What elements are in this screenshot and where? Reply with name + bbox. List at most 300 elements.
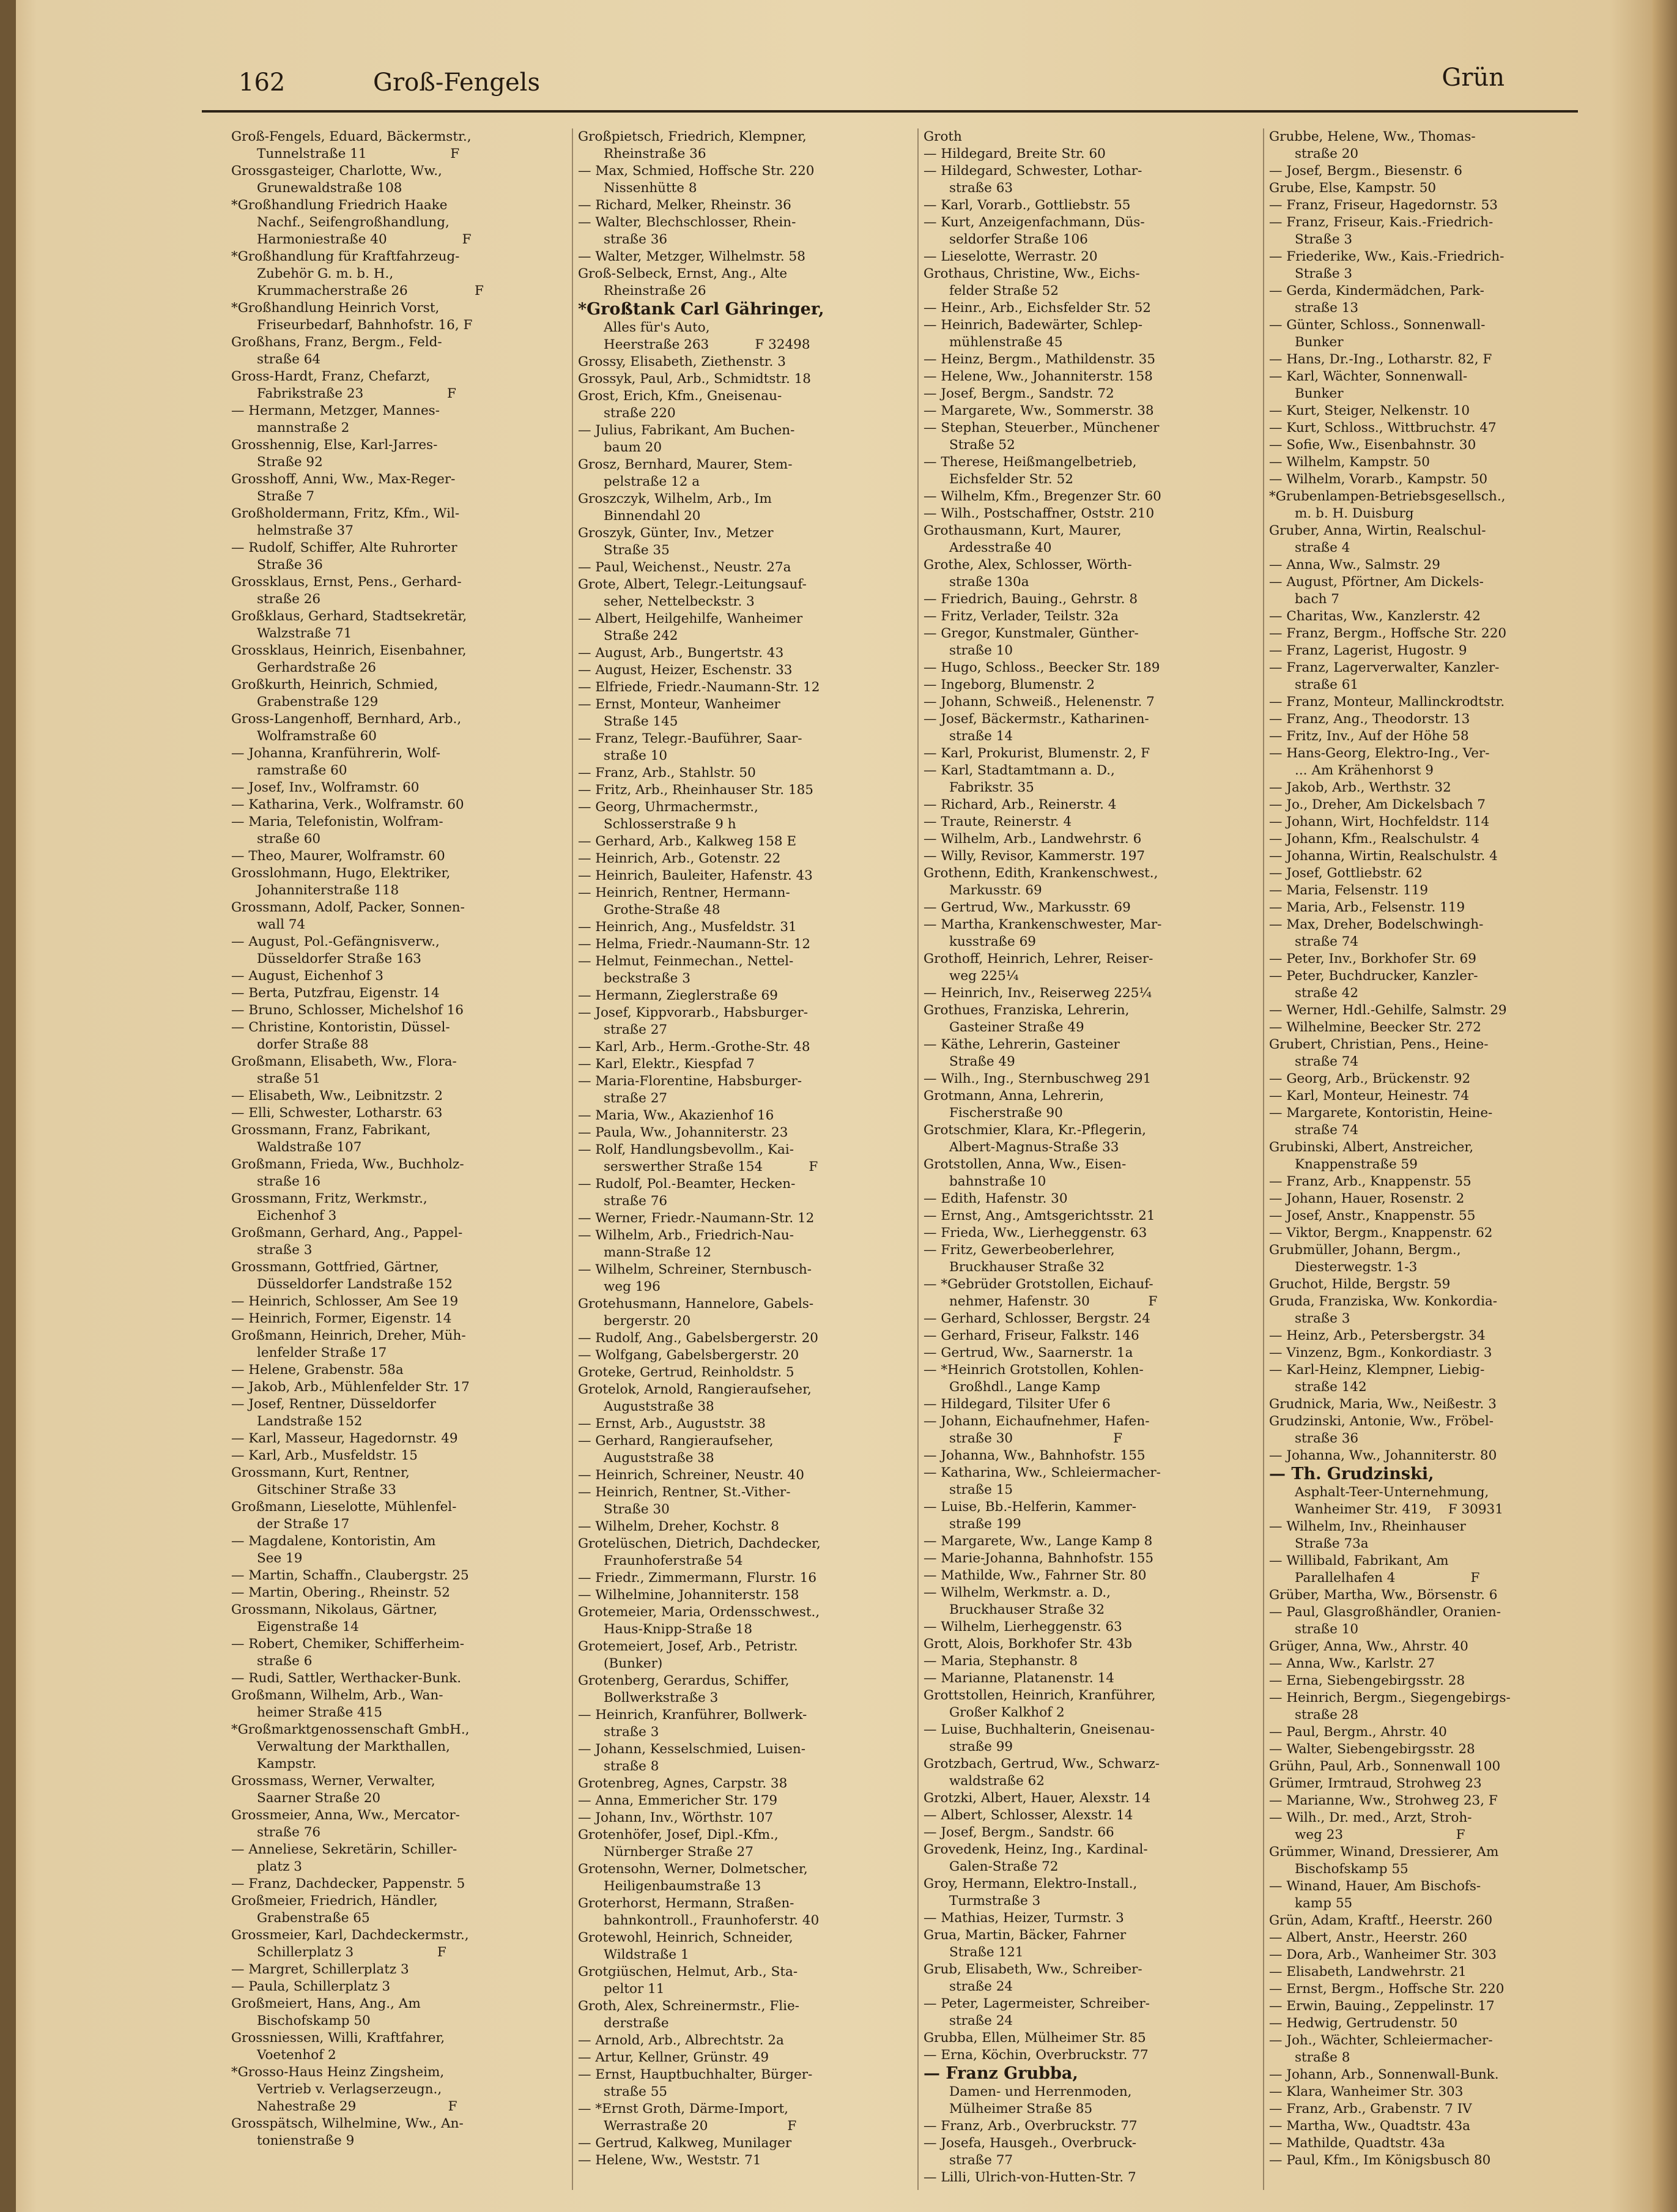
sub-entry: — Paul, Kfm., Im Königsbusch 80 bbox=[1269, 2153, 1491, 2168]
directory-entry: Groterhorst, Hermann, Straßen- bbox=[578, 1896, 794, 1911]
sub-entry: — Wilhelm, Kampstr. 50 bbox=[1269, 455, 1430, 470]
sub-entry: — Josef, Rentner, Düsseldorfer bbox=[231, 1397, 436, 1412]
sub-entry: — Johann, Wirt, Hochfeldstr. 114 bbox=[1269, 814, 1490, 830]
sub-entry: — Rudolf, Schiffer, Alte Ruhrorter bbox=[231, 540, 457, 555]
sub-entry: — Walter, Blechschlosser, Rhein- bbox=[578, 215, 796, 230]
sub-entry: — Heinrich, Bergm., Siegengebirgs- bbox=[1269, 1690, 1511, 1705]
sub-entry: — Karl, Elektr., Kiespfad 7 bbox=[578, 1056, 755, 1072]
sub-entry: — Heinrich, Schreiner, Neustr. 40 bbox=[578, 1468, 804, 1483]
directory-entry: Grott, Alois, Borkhofer Str. 43b bbox=[924, 1636, 1132, 1652]
sub-entry: — Mathilde, Ww., Fahrner Str. 80 bbox=[924, 1568, 1147, 1583]
sub-entry: — Wilh., Postschaffner, Oststr. 210 bbox=[924, 506, 1155, 521]
entry-continuation: Waldstraße 107 bbox=[257, 1140, 362, 1155]
sub-entry: — Josef, Bergm., Sandstr. 66 bbox=[924, 1825, 1114, 1840]
directory-entry: Grossy, Elisabeth, Ziethenstr. 3 bbox=[578, 354, 786, 369]
directory-entry: Grotewohl, Heinrich, Schneider, bbox=[578, 1930, 793, 1945]
entry-continuation: straße 199 bbox=[949, 1516, 1021, 1532]
sub-entry: — Gertrud, Ww., Saarnerstr. 1a bbox=[924, 1345, 1133, 1360]
sub-entry: — Heinrich, Former, Eigenstr. 14 bbox=[231, 1311, 452, 1326]
directory-entry: Grubert, Christian, Pens., Heine- bbox=[1269, 1037, 1489, 1052]
sub-entry: — Erwin, Bauing., Zeppelinstr. 17 bbox=[1269, 1999, 1495, 2014]
sub-entry: — Gerhard, Arb., Kalkweg 158 E bbox=[578, 834, 797, 849]
entry-continuation: helmstraße 37 bbox=[257, 523, 354, 538]
sub-entry: — Johanna, Ww., Johanniterstr. 80 bbox=[1269, 1448, 1497, 1463]
directory-entry: Grotelüschen, Dietrich, Dachdecker, bbox=[578, 1536, 821, 1551]
sub-entry: — Helene, Ww., Johanniterstr. 158 bbox=[924, 369, 1153, 384]
entry-continuation: Bischofskamp 50 bbox=[257, 2013, 371, 2028]
sub-entry: — Wilhelm, Arb., Friedrich-Nau- bbox=[578, 1228, 794, 1243]
entry-continuation: straße 30 F bbox=[949, 1431, 1122, 1446]
sub-entry: — Karl, Arb., Musfeldstr. 15 bbox=[231, 1448, 418, 1463]
entry-continuation: nehmer, Hafenstr. 30 F bbox=[949, 1294, 1158, 1309]
directory-entry: Grüber, Martha, Ww., Börsenstr. 6 bbox=[1269, 1587, 1498, 1603]
sub-entry: — Wilhelm, Schreiner, Sternbusch- bbox=[578, 1262, 812, 1277]
entry-continuation: ... Am Krähenhorst 9 bbox=[1295, 763, 1434, 778]
entry-continuation: Krummacherstraße 26 F bbox=[257, 283, 484, 299]
sub-entry: — Johanna, Ww., Bahnhofstr. 155 bbox=[924, 1448, 1146, 1463]
entry-continuation: heimer Straße 415 bbox=[257, 1705, 383, 1720]
sub-entry: — Lieselotte, Werrastr. 20 bbox=[924, 249, 1098, 264]
directory-entry: Gross-Langenhoff, Bernhard, Arb., bbox=[231, 711, 462, 727]
directory-entry: Groszyk, Günter, Inv., Metzer bbox=[578, 525, 774, 541]
entry-continuation: Wolframstraße 60 bbox=[257, 729, 377, 744]
directory-entry: Grossyk, Paul, Arb., Schmidtstr. 18 bbox=[578, 371, 811, 387]
directory-entry: Großmann, Elisabeth, Ww., Flora- bbox=[231, 1054, 457, 1069]
sub-entry: — Ernst, Monteur, Wanheimer bbox=[578, 697, 780, 712]
entry-continuation: Asphalt-Teer-Unternehmung, bbox=[1295, 1485, 1489, 1500]
sub-entry: — Maria, Felsenstr. 119 bbox=[1269, 883, 1429, 898]
sub-entry: — Hildegard, Breite Str. 60 bbox=[924, 146, 1106, 161]
sub-entry: — Karl, Vorarb., Gottliebstr. 55 bbox=[924, 198, 1131, 213]
sub-entry: — Heinrich, Rentner, St.-Vither- bbox=[578, 1485, 791, 1500]
entry-continuation: Grabenstraße 65 bbox=[257, 1910, 370, 1926]
entry-continuation: bahnstraße 10 bbox=[949, 1174, 1046, 1189]
sub-entry: — Heinrich, Badewärter, Schlep- bbox=[924, 317, 1143, 333]
sub-entry: — Anneliese, Sekretärin, Schiller- bbox=[231, 1842, 457, 1857]
directory-entry: Großmeier, Friedrich, Händler, bbox=[231, 1893, 438, 1909]
directory-entry: Grothenn, Edith, Krankenschwest., bbox=[924, 866, 1158, 881]
entry-continuation: straße 10 bbox=[949, 643, 1013, 658]
directory-entry: Grube, Else, Kampstr. 50 bbox=[1269, 180, 1437, 196]
sub-entry: — Christine, Kontoristin, Düssel- bbox=[231, 1020, 450, 1035]
sub-entry: — Marianne, Platanenstr. 14 bbox=[924, 1671, 1114, 1686]
sub-entry: — Wilhelm, Dreher, Kochstr. 8 bbox=[578, 1519, 779, 1534]
sub-entry: — Hildegard, Tilsiter Ufer 6 bbox=[924, 1397, 1111, 1412]
entry-continuation: straße 3 bbox=[1295, 1311, 1350, 1326]
sub-entry: — Franz, Dachdecker, Pappenstr. 5 bbox=[231, 1876, 465, 1891]
entry-continuation: Alles für's Auto, bbox=[604, 320, 710, 335]
sub-entry: — Paul, Glasgroßhändler, Oranien- bbox=[1269, 1605, 1501, 1620]
directory-entry: *Großhandlung Friedrich Haake bbox=[231, 198, 448, 213]
directory-entry: Grothausmann, Kurt, Maurer, bbox=[924, 523, 1122, 538]
sub-entry: — Wilhelm, Inv., Rheinhauser bbox=[1269, 1519, 1466, 1534]
sub-entry: — Elfriede, Friedr.-Naumann-Str. 12 bbox=[578, 680, 820, 695]
entry-continuation: (Bunker) bbox=[604, 1656, 663, 1671]
sub-entry: — Josef, Bäckermstr., Katharinen- bbox=[924, 711, 1149, 727]
directory-entry: *Großhandlung Heinrich Vorst, bbox=[231, 300, 440, 316]
entry-continuation: Bruckhauser Straße 32 bbox=[949, 1260, 1105, 1275]
directory-entry: Grossklaus, Heinrich, Eisenbahner, bbox=[231, 643, 467, 658]
directory-column-2 bbox=[578, 128, 920, 2190]
directory-entry: Großmann, Frieda, Ww., Buchholz- bbox=[231, 1157, 464, 1172]
entry-continuation: Friseurbedarf, Bahnhofstr. 16, F bbox=[257, 317, 473, 333]
directory-entry: Grosz, Bernhard, Maurer, Stem- bbox=[578, 457, 793, 472]
entry-continuation: kusstraße 69 bbox=[949, 934, 1036, 949]
sub-entry: — Heinrich, Schlosser, Am See 19 bbox=[231, 1294, 459, 1309]
entry-continuation: straße 3 bbox=[604, 1724, 659, 1740]
entry-continuation: Bruckhauser Straße 32 bbox=[949, 1602, 1105, 1617]
entry-continuation: seher, Nettelbeckstr. 3 bbox=[604, 594, 755, 609]
sub-entry: — Bruno, Schlosser, Michelshof 16 bbox=[231, 1003, 464, 1018]
directory-entry: Grossmann, Adolf, Packer, Sonnen- bbox=[231, 900, 465, 915]
sub-entry: — Martin, Schaffn., Claubergstr. 25 bbox=[231, 1568, 469, 1583]
sub-entry: — Johann, Arb., Sonnenwall-Bunk. bbox=[1269, 2067, 1499, 2082]
sub-entry: — Wilh., Ing., Sternbuschweg 291 bbox=[924, 1071, 1152, 1086]
entry-continuation: weg 23 F bbox=[1295, 1827, 1465, 1843]
entry-continuation: Straße 30 bbox=[604, 1502, 670, 1517]
entry-continuation: Straße 3 bbox=[1295, 266, 1353, 281]
sub-entry: — Heinrich, Bauleiter, Hafenstr. 43 bbox=[578, 868, 813, 883]
sub-entry: — Karl, Masseur, Hagedornstr. 49 bbox=[231, 1431, 458, 1446]
entry-continuation: straße 76 bbox=[604, 1193, 668, 1209]
sub-entry: — Traute, Reinerstr. 4 bbox=[924, 814, 1072, 830]
sub-entry: — Wilhelm, Kfm., Bregenzer Str. 60 bbox=[924, 489, 1161, 504]
entry-continuation: pelstraße 12 a bbox=[604, 474, 700, 489]
entry-continuation: straße 61 bbox=[1295, 677, 1359, 692]
sub-entry: — Hedwig, Gertrudenstr. 50 bbox=[1269, 2016, 1458, 2031]
sub-entry: — Lilli, Ulrich-von-Hutten-Str. 7 bbox=[924, 2170, 1136, 2185]
sub-entry: — Hermann, Metzger, Mannes- bbox=[231, 403, 440, 418]
entry-continuation: straße 4 bbox=[1295, 540, 1350, 555]
sub-entry: — Wilhelm, Werkmstr. a. D., bbox=[924, 1585, 1111, 1600]
sub-entry: — Richard, Melker, Rheinstr. 36 bbox=[578, 198, 791, 213]
sub-entry: — Helmut, Feinmechan., Nettel- bbox=[578, 954, 794, 969]
sub-entry: — Theo, Maurer, Wolframstr. 60 bbox=[231, 848, 445, 864]
entry-continuation: Fraunhoferstraße 54 bbox=[604, 1553, 743, 1568]
directory-entry: *Großtank Carl Gähringer, bbox=[578, 300, 824, 319]
entry-continuation: Straße 73a bbox=[1295, 1536, 1369, 1551]
entry-continuation: weg 225¼ bbox=[949, 968, 1019, 984]
sub-entry: — Helene, Ww., Weststr. 71 bbox=[578, 2153, 761, 2168]
sub-entry: — Rudolf, Ang., Gabelsbergerstr. 20 bbox=[578, 1331, 818, 1346]
entry-continuation: Knappenstraße 59 bbox=[1295, 1157, 1418, 1172]
sub-entry: — Stephan, Steuerber., Münchener bbox=[924, 420, 1160, 436]
sub-entry: — Luise, Bb.-Helferin, Kammer- bbox=[924, 1499, 1137, 1515]
directory-entry: Grotschmier, Klara, Kr.-Pflegerin, bbox=[924, 1123, 1146, 1138]
sub-entry: — Winand, Hauer, Am Bischofs- bbox=[1269, 1879, 1481, 1894]
entry-continuation: Wildstraße 1 bbox=[604, 1947, 689, 1962]
entry-continuation: mann-Straße 12 bbox=[604, 1245, 711, 1260]
entry-continuation: Gerhardstraße 26 bbox=[257, 660, 376, 675]
sub-entry: — Elisabeth, Landwehrstr. 21 bbox=[1269, 1964, 1467, 1980]
sub-entry: — Johann, Kesselschmied, Luisen- bbox=[578, 1742, 806, 1757]
sub-entry: — Franz, Lagerverwalter, Kanzler- bbox=[1269, 660, 1500, 675]
entry-continuation: Fabrikstr. 35 bbox=[949, 780, 1034, 795]
entry-continuation: bergerstr. 20 bbox=[604, 1313, 691, 1329]
entry-continuation: straße 36 bbox=[604, 232, 668, 247]
sub-entry: — Franz, Bergm., Hoffsche Str. 220 bbox=[1269, 626, 1507, 641]
entry-continuation: Galen-Straße 72 bbox=[949, 1859, 1059, 1874]
sub-entry: — Werner, Friedr.-Naumann-Str. 12 bbox=[578, 1211, 815, 1226]
sub-entry: — Arnold, Arb., Albrechtstr. 2a bbox=[578, 2033, 784, 2048]
sub-entry: — Hugo, Schloss., Beecker Str. 189 bbox=[924, 660, 1160, 675]
directory-entry: Grubmüller, Johann, Bergm., bbox=[1269, 1242, 1461, 1258]
page-header bbox=[202, 61, 1578, 113]
directory-column-4 bbox=[1269, 128, 1612, 2190]
sub-entry: — Friedrich, Bauing., Gehrstr. 8 bbox=[924, 592, 1138, 607]
entry-continuation: waldstraße 62 bbox=[949, 1773, 1045, 1789]
sub-entry: — Gertrud, Kalkweg, Munilager bbox=[578, 2136, 792, 2151]
sub-entry: — Fritz, Gewerbeoberlehrer, bbox=[924, 1242, 1115, 1258]
directory-entry: Großmann, Heinrich, Dreher, Müh- bbox=[231, 1328, 466, 1343]
entry-continuation: Straße 7 bbox=[257, 489, 315, 504]
entry-continuation: Düsseldorfer Landstraße 152 bbox=[257, 1277, 453, 1292]
sub-entry: — Martha, Ww., Quadtstr. 43a bbox=[1269, 2118, 1470, 2134]
sub-entry: — Peter, Lagermeister, Schreiber- bbox=[924, 1996, 1150, 2011]
sub-entry: — Karl, Stadtamtmann a. D., bbox=[924, 763, 1115, 778]
sub-entry: — Heinz, Arb., Petersbergstr. 34 bbox=[1269, 1328, 1486, 1343]
directory-entry: Grothoff, Heinrich, Lehrer, Reiser- bbox=[924, 951, 1153, 967]
entry-continuation: Fischerstraße 90 bbox=[949, 1105, 1063, 1121]
sub-entry: — Franz, Arb., Knappenstr. 55 bbox=[1269, 1174, 1472, 1189]
sub-entry: — Werner, Hdl.-Gehilfe, Salmstr. 29 bbox=[1269, 1003, 1507, 1018]
sub-entry: — Franz, Lagerist, Hugostr. 9 bbox=[1269, 643, 1467, 658]
entry-continuation: straße 10 bbox=[604, 748, 668, 763]
entry-continuation: straße 13 bbox=[1295, 300, 1359, 316]
directory-entry: Grothues, Franziska, Lehrerin, bbox=[924, 1003, 1130, 1018]
entry-continuation: Landstraße 152 bbox=[257, 1414, 363, 1429]
entry-continuation: Tunnelstraße 11 F bbox=[257, 146, 460, 161]
directory-entry: Grüger, Anna, Ww., Ahrstr. 40 bbox=[1269, 1639, 1468, 1654]
entry-continuation: bahnkontroll., Fraunhoferstr. 40 bbox=[604, 1913, 820, 1928]
entry-continuation: straße 3 bbox=[257, 1242, 313, 1258]
entry-continuation: Kampstr. bbox=[257, 1756, 317, 1772]
entry-continuation: Heiligenbaumstraße 13 bbox=[604, 1879, 761, 1894]
entry-continuation: straße 27 bbox=[604, 1091, 668, 1106]
directory-entry: Grotzki, Albert, Hauer, Alexstr. 14 bbox=[924, 1791, 1151, 1806]
sub-entry: — Erna, Siebengebirgsstr. 28 bbox=[1269, 1673, 1465, 1688]
directory-entry: *Grosso-Haus Heinz Zingsheim, bbox=[231, 2065, 445, 2080]
sub-entry: — Therese, Heißmangelbetrieb, bbox=[924, 455, 1137, 470]
entry-continuation: Damen- und Herrenmoden, bbox=[949, 2084, 1132, 2099]
sub-entry: — Karl, Prokurist, Blumenstr. 2, F bbox=[924, 746, 1150, 761]
directory-entry: Grosshennig, Else, Karl-Jarres- bbox=[231, 437, 438, 453]
directory-entry: Grossmann, Kurt, Rentner, bbox=[231, 1465, 410, 1480]
directory-entry: Grottstollen, Heinrich, Kranführer, bbox=[924, 1688, 1156, 1703]
entry-continuation: Werrastraße 20 F bbox=[604, 2118, 797, 2134]
directory-entry: Grossmann, Fritz, Werkmstr., bbox=[231, 1191, 428, 1206]
directory-entry: Grua, Martin, Bäcker, Fahrner bbox=[924, 1928, 1127, 1943]
directory-entry: Groß-Fengels, Eduard, Bäckermstr., bbox=[231, 129, 472, 144]
entry-continuation: straße 15 bbox=[949, 1482, 1013, 1498]
directory-entry: — Franz Grubba, bbox=[924, 2064, 1078, 2083]
entry-continuation: Binnendahl 20 bbox=[604, 508, 701, 524]
directory-entry: Großmann, Gerhard, Ang., Pappel- bbox=[231, 1225, 463, 1241]
entry-continuation: Heerstraße 263 F 32498 bbox=[604, 337, 810, 352]
entry-continuation: m. b. H. Duisburg bbox=[1295, 506, 1414, 521]
directory-entry: Großmann, Lieselotte, Mühlenfel- bbox=[231, 1499, 457, 1515]
entry-continuation: ramstraße 60 bbox=[257, 763, 347, 778]
entry-continuation: mannstraße 2 bbox=[257, 420, 350, 436]
sub-entry: — Fritz, Verlader, Teilstr. 32a bbox=[924, 609, 1119, 624]
entry-continuation: Diesterwegstr. 1-3 bbox=[1295, 1260, 1418, 1275]
sub-entry: — Maria, Ww., Akazienhof 16 bbox=[578, 1108, 774, 1123]
sub-entry: — Hans-Georg, Elektro-Ing., Ver- bbox=[1269, 746, 1490, 761]
directory-entry: Grossmann, Gottfried, Gärtner, bbox=[231, 1260, 439, 1275]
entry-continuation: Gitschiner Straße 33 bbox=[257, 1482, 396, 1498]
sub-entry: — Dora, Arb., Wanheimer Str. 303 bbox=[1269, 1947, 1497, 1962]
directory-entry: Grossgasteiger, Charlotte, Ww., bbox=[231, 163, 442, 179]
sub-entry: — August, Pol.-Gefängnisverw., bbox=[231, 934, 440, 949]
sub-entry: — Josef, Anstr., Knappenstr. 55 bbox=[1269, 1208, 1476, 1223]
entry-continuation: derstraße bbox=[604, 2016, 669, 2031]
sub-entry: — Helene, Grabenstr. 58a bbox=[231, 1362, 404, 1378]
sub-entry: — Wilhelm, Vorarb., Kampstr. 50 bbox=[1269, 472, 1488, 487]
directory-entry: Grossklaus, Ernst, Pens., Gerhard- bbox=[231, 574, 462, 590]
sub-entry: — Ernst, Ang., Amtsgerichtsstr. 21 bbox=[924, 1208, 1155, 1223]
entry-continuation: Straße 52 bbox=[949, 437, 1015, 453]
directory-entry: Großmeiert, Hans, Ang., Am bbox=[231, 1996, 421, 2011]
directory-entry: Groszczyk, Wilhelm, Arb., Im bbox=[578, 491, 772, 507]
entry-continuation: Ardesstraße 40 bbox=[949, 540, 1052, 555]
directory-entry: Groth bbox=[924, 129, 962, 144]
directory-entry: Grosshoff, Anni, Ww., Max-Reger- bbox=[231, 472, 456, 487]
entry-continuation: Gasteiner Straße 49 bbox=[949, 1020, 1084, 1035]
entry-continuation: Eigenstraße 14 bbox=[257, 1619, 359, 1635]
sub-entry: — Karl-Heinz, Klempner, Liebig- bbox=[1269, 1362, 1485, 1378]
sub-entry: — Rudi, Sattler, Werthacker-Bunk. bbox=[231, 1671, 462, 1686]
entry-continuation: Straße 36 bbox=[257, 557, 323, 573]
entry-continuation: tonienstraße 9 bbox=[257, 2133, 355, 2148]
directory-entry: Grossmann, Nikolaus, Gärtner, bbox=[231, 1602, 438, 1617]
directory-entry: Grühn, Paul, Arb., Sonnenwall 100 bbox=[1269, 1759, 1501, 1774]
sub-entry: — Friedr., Zimmermann, Flurstr. 16 bbox=[578, 1570, 817, 1586]
entry-continuation: straße 10 bbox=[1295, 1622, 1359, 1637]
directory-entry: Grossmeier, Anna, Ww., Mercator- bbox=[231, 1808, 460, 1823]
sub-entry: — Anna, Ww., Salmstr. 29 bbox=[1269, 557, 1440, 573]
directory-entry: Grosspätsch, Wilhelmine, Ww., An- bbox=[231, 2116, 464, 2131]
sub-entry: — Josef, Inv., Wolframstr. 60 bbox=[231, 780, 420, 795]
sub-entry: — Margarete, Ww., Lange Kamp 8 bbox=[924, 1534, 1153, 1549]
entry-continuation: Haus-Knipp-Straße 18 bbox=[604, 1622, 753, 1637]
entry-continuation: Albert-Magnus-Straße 33 bbox=[949, 1140, 1119, 1155]
entry-continuation: Fabrikstraße 23 F bbox=[257, 386, 456, 401]
entry-continuation: straße 60 bbox=[257, 831, 321, 847]
entry-continuation: Auguststraße 38 bbox=[604, 1399, 714, 1414]
sub-entry: — Kurt, Steiger, Nelkenstr. 10 bbox=[1269, 403, 1470, 418]
sub-entry: — Hermann, Zieglerstraße 69 bbox=[578, 988, 778, 1003]
entry-continuation: straße 130a bbox=[949, 574, 1029, 590]
sub-entry: — Marie-Johanna, Bahnhofstr. 155 bbox=[924, 1551, 1154, 1566]
entry-continuation: Nissenhütte 8 bbox=[604, 180, 697, 196]
entry-continuation: straße 63 bbox=[949, 180, 1013, 196]
entry-continuation: platz 3 bbox=[257, 1859, 302, 1874]
sub-entry: — Josef, Gottliebstr. 62 bbox=[1269, 866, 1423, 881]
sub-entry: — *Heinrich Grotstollen, Kohlen- bbox=[924, 1362, 1144, 1378]
entry-continuation: Nachf., Seifengroßhandlung, bbox=[257, 215, 450, 230]
entry-continuation: straße 55 bbox=[604, 2084, 668, 2099]
entry-continuation: Auguststraße 38 bbox=[604, 1450, 714, 1466]
directory-entry: Grotelok, Arnold, Rangieraufseher, bbox=[578, 1382, 812, 1397]
entry-continuation: Bunker bbox=[1295, 386, 1344, 401]
sub-entry: — Viktor, Bergm., Knappenstr. 62 bbox=[1269, 1225, 1493, 1241]
entry-continuation: Bollwerkstraße 3 bbox=[604, 1690, 719, 1705]
directory-entry: Großpietsch, Friedrich, Klempner, bbox=[578, 129, 807, 144]
directory-entry: Grost, Erich, Kfm., Gneisenau- bbox=[578, 388, 782, 404]
entry-continuation: Schlosserstraße 9 h bbox=[604, 817, 736, 832]
sub-entry: — Heinrich, Kranführer, Bollwerk- bbox=[578, 1707, 807, 1723]
sub-entry: — Vinzenz, Bgm., Konkordiastr. 3 bbox=[1269, 1345, 1492, 1360]
directory-entry: *Großhandlung für Kraftfahrzeug- bbox=[231, 249, 460, 264]
sub-entry: — Heinrich, Arb., Gotenstr. 22 bbox=[578, 851, 781, 866]
entry-continuation: Straße 92 bbox=[257, 455, 323, 470]
sub-entry: — Walter, Metzger, Wilhelmstr. 58 bbox=[578, 249, 805, 264]
sub-entry: — Elisabeth, Ww., Leibnitzstr. 2 bbox=[231, 1088, 443, 1104]
page-edge bbox=[1653, 0, 1677, 2212]
directory-entry: Großmann, Wilhelm, Arb., Wan- bbox=[231, 1688, 443, 1703]
directory-entry: — Th. Grudzinski, bbox=[1269, 1464, 1434, 1483]
entry-continuation: Bischofskamp 55 bbox=[1295, 1861, 1409, 1877]
entry-continuation: Straße 3 bbox=[1295, 232, 1353, 247]
directory-column-1 bbox=[231, 128, 574, 2190]
sub-entry: — Josef, Bergm., Biesenstr. 6 bbox=[1269, 163, 1462, 179]
sub-entry: — Johanna, Wirtin, Realschulstr. 4 bbox=[1269, 848, 1498, 864]
entry-continuation: straße 42 bbox=[1295, 985, 1359, 1001]
sub-entry: — Gregor, Kunstmaler, Günther- bbox=[924, 626, 1139, 641]
sub-entry: — Franz, Ang., Theodorstr. 13 bbox=[1269, 711, 1470, 727]
entry-continuation: Grothe-Straße 48 bbox=[604, 902, 720, 918]
entry-continuation: Nürnberger Straße 27 bbox=[604, 1844, 753, 1860]
sub-entry: — Magdalene, Kontoristin, Am bbox=[231, 1534, 436, 1549]
entry-continuation: straße 51 bbox=[257, 1071, 321, 1086]
entry-continuation: Harmoniestraße 40 F bbox=[257, 232, 472, 247]
binding-edge bbox=[0, 0, 16, 2212]
sub-entry: — Maria, Arb., Felsenstr. 119 bbox=[1269, 900, 1465, 915]
sub-entry: — Hans, Dr.-Ing., Lotharstr. 82, F bbox=[1269, 352, 1492, 367]
sub-entry: — Margarete, Kontoristin, Heine- bbox=[1269, 1105, 1493, 1121]
entry-continuation: bach 7 bbox=[1295, 592, 1339, 607]
sub-entry: — Gertrud, Ww., Markusstr. 69 bbox=[924, 900, 1131, 915]
sub-entry: — Martin, Obering., Rheinstr. 52 bbox=[231, 1585, 450, 1600]
directory-entry: Grossmeier, Karl, Dachdeckermstr., bbox=[231, 1928, 469, 1943]
directory-entry: Grudnick, Maria, Ww., Neißestr. 3 bbox=[1269, 1397, 1497, 1412]
sub-entry: — Margarete, Ww., Sommerstr. 38 bbox=[924, 403, 1154, 418]
directory-entry: Grotmann, Anna, Lehrerin, bbox=[924, 1088, 1104, 1104]
entry-continuation: Walzstraße 71 bbox=[257, 626, 352, 641]
entry-continuation: straße 14 bbox=[949, 729, 1013, 744]
directory-entry: Gruber, Anna, Wirtin, Realschul- bbox=[1269, 523, 1486, 538]
directory-entry: Grotstollen, Anna, Ww., Eisen- bbox=[924, 1157, 1127, 1172]
sub-entry: — Robert, Chemiker, Schifferheim- bbox=[231, 1636, 465, 1652]
directory-entry: Großholdermann, Fritz, Kfm., Wil- bbox=[231, 506, 460, 521]
sub-entry: — Heinrich, Rentner, Hermann- bbox=[578, 885, 790, 900]
sub-entry: — Wolfgang, Gabelsbergerstr. 20 bbox=[578, 1348, 799, 1363]
directory-entry: Grossmass, Werner, Verwalter, bbox=[231, 1773, 435, 1789]
entry-continuation: straße 220 bbox=[604, 406, 676, 421]
sub-entry: — Willibald, Fabrikant, Am bbox=[1269, 1553, 1449, 1568]
sub-entry: — Maria, Telefonistin, Wolfram- bbox=[231, 814, 443, 830]
sub-entry: — Maria, Stephanstr. 8 bbox=[924, 1653, 1078, 1669]
sub-entry: — Johann, Hauer, Rosenstr. 2 bbox=[1269, 1191, 1465, 1206]
entry-continuation: straße 142 bbox=[1295, 1379, 1367, 1395]
sub-entry: — Fritz, Arb., Rheinhauser Str. 185 bbox=[578, 782, 813, 798]
entry-continuation: Straße 242 bbox=[604, 628, 678, 644]
directory-entry: Grotemeier, Maria, Ordensschwest., bbox=[578, 1605, 820, 1620]
sub-entry: — Paul, Weichenst., Neustr. 27a bbox=[578, 560, 791, 575]
sub-entry: — Marianne, Ww., Strohweg 23, F bbox=[1269, 1793, 1498, 1808]
sub-entry: — Franz, Friseur, Kais.-Friedrich- bbox=[1269, 215, 1494, 230]
directory-entry: Grossniessen, Willi, Kraftfahrer, bbox=[231, 2030, 445, 2046]
